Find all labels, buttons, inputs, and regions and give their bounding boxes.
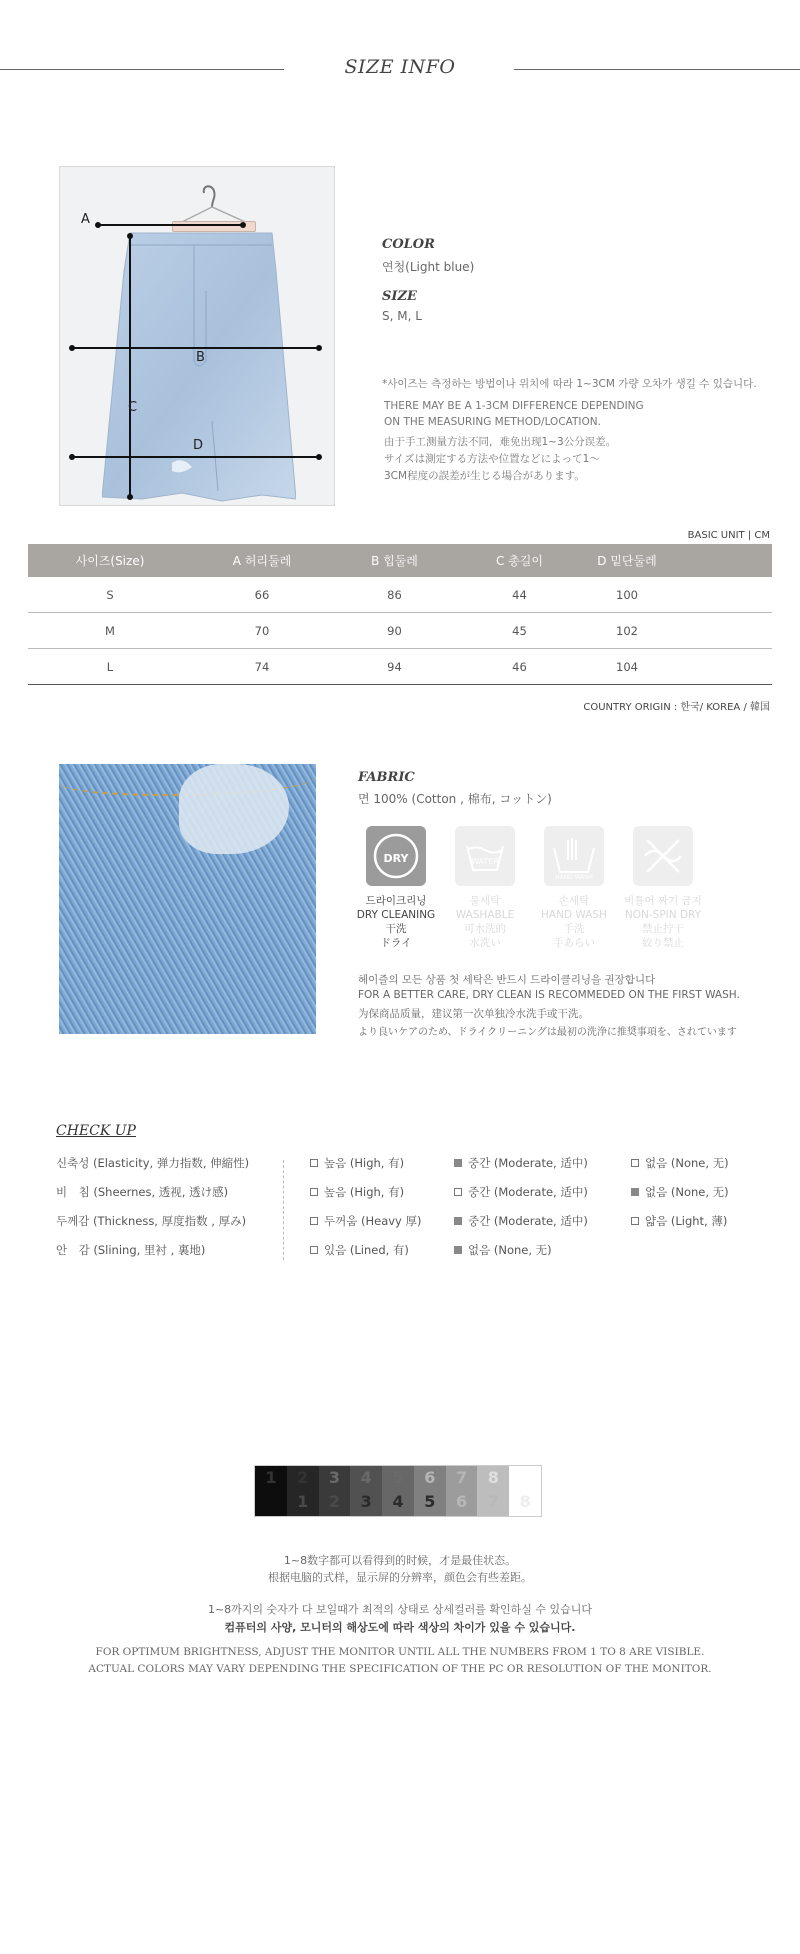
color-value: 연청(Light blue) xyxy=(382,260,475,274)
measure-label-a: A xyxy=(81,212,90,227)
measure-line-b xyxy=(72,347,319,349)
care-label-hand-wash: 손세탁 HAND WASH 手洗 手あらい xyxy=(541,895,607,949)
check-option-selected: 중간 (Moderate, 适中) xyxy=(454,1213,588,1229)
cell-hip: 94 xyxy=(387,659,402,674)
header-cell-hip: B 힙둘레 xyxy=(371,554,418,568)
measure-label-c: C xyxy=(128,400,138,415)
measure-dot xyxy=(127,233,133,239)
size-note-jp-2: 3CM程度の誤差が生じる場合があります。 xyxy=(384,470,585,482)
check-option-selected: 없음 (None, 无) xyxy=(454,1242,552,1258)
scale-number-bottom: 8 xyxy=(519,1492,531,1511)
cell-size: M xyxy=(105,623,115,638)
measure-dot xyxy=(316,345,322,351)
table-header xyxy=(28,544,772,577)
fabric-label: FABRIC xyxy=(358,770,415,785)
scale-cell xyxy=(477,1466,509,1516)
scale-cell xyxy=(382,1466,414,1516)
check-option: 중간 (Moderate, 适中) xyxy=(454,1184,588,1200)
monitor-note-kr-1: 1~8까지의 숫자가 다 보일때가 최적의 상태로 상세컬러를 확인하실 수 있습니다 xyxy=(207,1603,593,1616)
scale-number-top: 8 xyxy=(487,1468,499,1487)
size-label: SIZE xyxy=(382,289,417,304)
scale-number-top: 4 xyxy=(360,1468,372,1487)
check-row-thickness xyxy=(56,1213,776,1233)
hand-wash-icon xyxy=(544,826,604,886)
monitor-note-cn-1: 1~8数字都可以看得到的时候，才是最佳状态。 xyxy=(283,1554,517,1567)
monitor-note-en-1: FOR OPTIMUM BRIGHTNESS, ADJUST THE MONITOR UNTIL ALL THE NUMBERS FROM 1 TO 8 ARE VISIBLE. xyxy=(95,1646,705,1658)
scale-number-bottom: 3 xyxy=(360,1492,372,1511)
header-cell-size: 사이즈(Size) xyxy=(75,554,145,568)
measure-dot xyxy=(316,454,322,460)
fabric-photo xyxy=(59,764,316,1034)
skirt-diagram xyxy=(59,166,335,506)
scale-number-top: 1 xyxy=(265,1468,277,1487)
fabric-value: 면 100% (Cotton , 棉布, コットン) xyxy=(358,792,552,806)
header-cell-length: C 총길이 xyxy=(496,554,543,568)
measure-dot xyxy=(127,494,133,500)
no-spin-dry-icon xyxy=(633,826,693,886)
check-label: 비 침 (Sheernes, 透视, 透け感) xyxy=(56,1185,229,1199)
care-label-dry: 드라이크리닝 DRY CLEANING 干洗 ドライ xyxy=(356,895,436,949)
measure-label-b: B xyxy=(196,350,205,365)
table-row xyxy=(28,613,772,649)
cell-length: 44 xyxy=(512,587,527,602)
cell-waist: 74 xyxy=(254,659,270,674)
svg-text:WATER: WATER xyxy=(471,857,499,866)
measure-line-a xyxy=(98,224,242,226)
scale-number-bottom: 5 xyxy=(424,1492,436,1511)
check-label: 두께감 (Thickness, 厚度指数 , 厚み) xyxy=(56,1214,247,1228)
cell-length: 45 xyxy=(512,623,527,638)
size-note-kr: *사이즈는 측정하는 방법이나 위치에 따라 1~3CM 가량 오차가 생길 수 있습니다. xyxy=(382,378,757,390)
scale-cell xyxy=(255,1466,287,1516)
size-table xyxy=(28,544,772,685)
scale-cell xyxy=(319,1466,351,1516)
measure-line-d xyxy=(72,456,319,458)
check-option-selected: 없음 (None, 无) xyxy=(631,1184,729,1200)
scale-cell xyxy=(350,1466,382,1516)
measure-dot xyxy=(69,454,75,460)
cell-hem: 102 xyxy=(616,623,638,638)
check-row-sheerness xyxy=(56,1184,776,1204)
header-cell-hem: D 밑단둘레 xyxy=(597,554,657,568)
dry-clean-icon xyxy=(366,826,426,886)
check-row-elasticity xyxy=(56,1155,776,1175)
scale-cell xyxy=(287,1466,319,1516)
care-label-no-spin: 비틀어 짜기 금지 NON-SPIN DRY 禁止拧干 絞り禁止 xyxy=(624,895,702,949)
cell-hip: 86 xyxy=(387,587,402,602)
basic-unit: BASIC UNIT | CM xyxy=(687,530,770,541)
check-option: 없음 (None, 无) xyxy=(631,1155,729,1171)
scale-cell xyxy=(446,1466,478,1516)
care-note-en: FOR A BETTER CARE, DRY CLEAN IS RECOMMEDED ON THE FIRST WASH. xyxy=(358,989,740,1001)
monitor-note-en-2: ACTUAL COLORS MAY VARY DEPENDING THE SPECIFICATION OF THE PC OR RESOLUTION OF THE MONITOR. xyxy=(88,1663,712,1675)
scale-number-top: 2 xyxy=(297,1468,309,1487)
scale-number-bottom: 2 xyxy=(328,1492,341,1511)
cell-length: 46 xyxy=(512,659,527,674)
check-option: 두꺼움 (Heavy 厚) xyxy=(310,1213,422,1229)
svg-text:HAND WASH: HAND WASH xyxy=(555,874,593,881)
care-note-jp: より良いケアのため、ドライクリーニングは最初の洗浄に推奨事項を、されています xyxy=(358,1027,737,1038)
care-note-cn: 为保商品质量，建议第一次单独冷水洗手或干洗。 xyxy=(358,1008,589,1020)
check-label: 안 감 (Slining, 里衬 , 裏地) xyxy=(56,1243,206,1257)
check-option: 얇음 (Light, 薄) xyxy=(631,1213,727,1229)
cell-hem: 100 xyxy=(616,587,638,602)
measure-dot xyxy=(69,345,75,351)
cell-waist: 70 xyxy=(254,623,270,638)
size-note-en-2: ON THE MEASURING METHOD/LOCATION. xyxy=(384,416,601,428)
cell-size: S xyxy=(106,587,114,602)
cell-waist: 66 xyxy=(254,587,270,602)
fabric-distress xyxy=(179,764,289,854)
header-cell-waist: A 허리둘레 xyxy=(232,554,292,568)
table-row xyxy=(28,577,772,613)
washable-icon xyxy=(455,826,515,886)
check-option: 높음 (High, 有) xyxy=(310,1184,404,1200)
monitor-note-cn-2: 根据电脑的式样，显示屏的分辨率，颜色会有些差距。 xyxy=(268,1571,532,1584)
monitor-note-kr-2: 컴퓨터의 사양, 모니터의 해상도에 따라 색상의 차이가 있을 수 있습니다. xyxy=(224,1621,576,1634)
scale-cell xyxy=(509,1466,541,1516)
care-note-kr: 헤이즐의 모든 상품 첫 세탁은 반드시 드라이클리닝을 권장합니다 xyxy=(358,974,656,986)
scale-number-top: 7 xyxy=(456,1468,468,1487)
country-origin: COUNTRY ORIGIN : 한국/ KOREA / 韓国 xyxy=(583,702,770,713)
scale-number-bottom: 4 xyxy=(392,1492,404,1511)
cell-hip: 90 xyxy=(387,623,402,638)
care-label-washable: 물세탁 WASHABLE 可水洗的 水洗い xyxy=(455,895,515,949)
svg-text:DRY: DRY xyxy=(383,852,409,865)
scale-number-top: 3 xyxy=(328,1468,341,1487)
skirt-image xyxy=(102,231,296,503)
cell-size: L xyxy=(106,659,114,674)
scale-cell xyxy=(414,1466,446,1516)
check-label: 신축성 (Elasticity, 弹力指数, 伸縮性) xyxy=(56,1156,250,1170)
size-note-cn: 由于手工测量方法不同，难免出现1~3公分误差。 xyxy=(384,436,617,448)
scale-number-bottom: 7 xyxy=(487,1492,499,1511)
scale-number-top: 5 xyxy=(392,1468,404,1487)
cell-hem: 104 xyxy=(616,659,638,674)
size-note-en-1: THERE MAY BE A 1-3CM DIFFERENCE DEPENDING xyxy=(384,400,644,412)
page-title: SIZE INFO xyxy=(344,56,456,78)
check-up-title: CHECK UP xyxy=(56,1123,136,1139)
measure-dot xyxy=(95,222,101,228)
scale-number-bottom: 6 xyxy=(456,1492,468,1511)
color-label: COLOR xyxy=(382,237,435,252)
scale-number-top: 6 xyxy=(424,1468,436,1487)
check-option: 있음 (Lined, 有) xyxy=(310,1242,409,1258)
measure-label-d: D xyxy=(193,438,204,453)
check-option: 높음 (High, 有) xyxy=(310,1155,404,1171)
size-value: S, M, L xyxy=(382,309,422,323)
check-row-lining xyxy=(56,1242,776,1262)
measure-dot xyxy=(240,222,246,228)
scale-number-bottom: 1 xyxy=(297,1492,309,1511)
table-row xyxy=(28,649,772,685)
monitor-grayscale-scale xyxy=(254,1465,542,1517)
size-note-jp-1: サイズは測定する方法や位置などによって1～ xyxy=(384,453,600,465)
check-option-selected: 중간 (Moderate, 适中) xyxy=(454,1155,588,1171)
